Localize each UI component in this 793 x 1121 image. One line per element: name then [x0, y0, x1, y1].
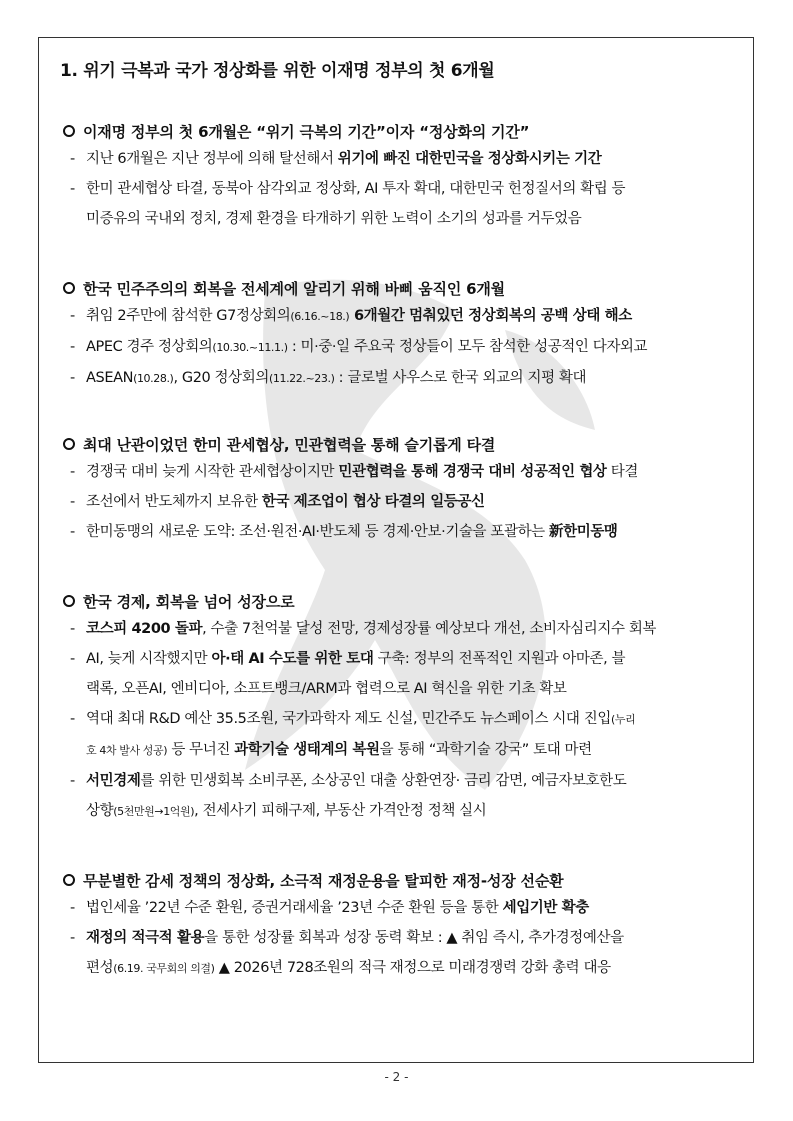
list-item: - 경쟁국 대비 늦게 시작한 관세협상이지만 민관협력을 통해 경쟁국 대비 성공적인 협상 타결: [70, 464, 638, 480]
section-heading: 무분별한 감세 정책의 정상화, 소극적 재정운용을 탈피한 재정-성장 선순환: [58, 867, 748, 893]
list-item: - 코스피 4200 돌파, 수출 7천억불 달성 전망, 경제성장률 예상보다 개선, 소비자심리지수 회복: [70, 621, 657, 637]
section-heading: 최대 난관이었던 한미 관세협상, 민관협력을 통해 슬기롭게 타결: [58, 431, 748, 457]
section-fiscal-policy: [58, 867, 748, 984]
section-tariff-negotiation: [58, 431, 748, 547]
list-item: - AI, 늦게 시작했지만 아·태 AI 수도를 위한 토대 구축: 정부의 전폭적인 지원과 아마존, 블 랙록, 오픈AI, 엔비디아, 소프트뱅크/ARM과 협력으로 AI 혁신을 위한 기초 확보: [70, 651, 626, 697]
circle-bullet-icon: [63, 438, 75, 450]
section-heading: 한국 민주주의의 회복을 전세계에 알리기 위해 바삐 움직인 6개월: [58, 275, 748, 301]
section-title: 1. 위기 극복과 국가 정상화를 위한 이재명 정부의 첫 6개월: [60, 61, 495, 81]
list-item: - 재정의 적극적 활용을 통한 성장률 회복과 성장 동력 확보 : ▲ 취임 즉시, 추가경정예산을 편성(6.19. 국무회의 의결) ▲ 2026년 728조원의 적극 재정으로 미래경쟁력 강화 총력 대응: [70, 930, 624, 976]
section-economic-growth: [58, 588, 748, 827]
section-heading: 이재명 정부의 첫 6개월은 “위기 극복의 기간”이자 “정상화의 기간”: [58, 118, 748, 144]
section-heading: 한국 경제, 회복을 넘어 성장으로: [58, 588, 748, 614]
list-item: - 서민경제를 위한 민생회복 소비쿠폰, 소상공인 대출 상환연장· 금리 감면, 예금자보호한도 상향(5천만원→1억원), 전세사기 피해구제, 부동산 가격안정 정책 실시: [70, 773, 627, 819]
list-item: - 취임 2주만에 참석한 G7정상회의(6.16.~18.) 6개월간 멈춰있던 정상회복의 공백 상태 해소: [70, 308, 632, 324]
list-item: - 법인세율 ’22년 수준 환원, 증권거래세율 ’23년 수준 환원 등을 통한 세입기반 확충: [70, 900, 589, 916]
section-democracy-recovery: [58, 275, 748, 394]
circle-bullet-icon: [63, 125, 75, 137]
circle-bullet-icon: [63, 282, 75, 294]
list-item: - 역대 최대 R&D 예산 35.5조원, 국가과학자 제도 신설, 민간주도 뉴스페이스 시대 진입(누리 호 4차 발사 성공) 등 무너진 과학기술 생태계의 복원을 통해 “과학기술 강국” 토대 마련: [70, 711, 636, 758]
circle-bullet-icon: [63, 595, 75, 607]
circle-bullet-icon: [63, 874, 75, 886]
list-item: - 한미동맹의 새로운 도약: 조선·원전·AI·반도체 등 경제·안보·기술을 포괄하는 新한미동맹: [70, 524, 618, 540]
list-item: - 조선에서 반도체까지 보유한 한국 제조업이 협상 타결의 일등공신: [70, 494, 485, 510]
list-item: - ASEAN(10.28.), G20 정상회의(11.22.~23.) : 글로벌 사우스로 한국 외교의 지평 확대: [70, 370, 587, 386]
page-number: - 2 -: [384, 1070, 409, 1084]
section-crisis-overcoming: [58, 118, 748, 234]
list-item: - 한미 관세협상 타결, 동북아 삼각외교 정상화, AI 투자 확대, 대한민국 헌정질서의 확립 등 미증유의 국내외 정치, 경제 환경을 타개하기 위한 노력이 소기의 성과를 거두었음: [70, 181, 626, 227]
list-item: - APEC 경주 정상회의(10.30.~11.1.) : 미·중·일 주요국 정상들이 모두 참석한 성공적인 다자외교: [70, 339, 648, 355]
list-item: - 지난 6개월은 지난 정부에 의해 탈선해서 위기에 빠진 대한민국을 정상화시키는 기간: [70, 151, 602, 167]
